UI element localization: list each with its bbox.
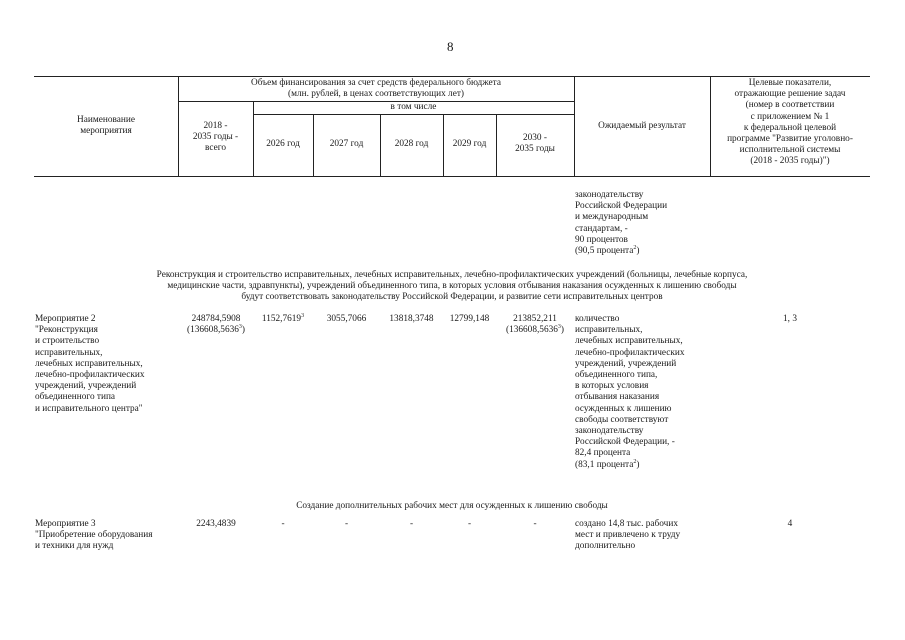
section-title-reconstruction: Реконструкция и строительство исправительных, лечебных исправительных, лечебно-профилактических учреждений (больницы, лечебные корпуса, медицинские части, здравпункты), учреждений объединенного типа, в которых условия отбывания наказания осужденных к лишению свободы будут соответствовать законодательству Российской Федерации, и развитие сети исправительных центров [156,270,748,303]
measure-3-result: создано 14,8 тыс. рабочих мест и привлечено к труду дополнительно [575,519,681,552]
header-year-2028: 2028 год [394,139,429,149]
page-number: 8 [447,39,454,54]
measure-3-name: Мероприятие 3 "Приобретение оборудования и техники для нужд [35,519,153,552]
measure-3-2026: - [281,519,285,529]
measure-2-result: количество исправительных, лечебных исправительных, лечебно-профилактических учреждений, учреждений объединенного типа, в которых условия отбывания наказания осужденных к лишению свободы соответствуют законодательству Российской Федерации, - 82,4 процента (83,1 процента$^2$) [575,314,685,470]
header-name-column: Наименование мероприятия [77,115,135,137]
measure-2-total: 248784,5908 (136608,5636$^3$) [186,314,245,336]
header-year-2030-2035: 2030 - 2035 годы [515,133,555,155]
measure-2-2026: 1152,7619$^3$ [261,312,305,324]
measure-3-2028: - [409,519,414,529]
measure-2-2027: 3055,7066 [326,314,367,324]
measure-2-2029: 12799,148 [449,314,490,324]
measure-2-targets: 1, 3 [783,314,797,324]
header-year-2029: 2029 год [452,139,487,149]
header-year-2026: 2026 год [266,139,300,149]
measure-3-2027: - [344,519,349,529]
measure-3-targets: 4 [787,519,793,529]
measure-3-2030-2035: - [533,519,537,529]
header-year-2027: 2027 год [329,139,364,149]
measure-3-2029: - [467,519,472,529]
measure-2-name: Мероприятие 2 "Реконструкция и строительство исправительных, лечебных исправительных, лечебно-профилактических учреждений, учреждений объединенного типа и исправительного центра" [35,314,145,414]
measure-2-2028: 13818,3748 [389,314,434,324]
measure-2-2030-2035: 213852,211 (136608,5636$^3$) [505,314,564,336]
header-targets-column: Целевые показатели, отражающие решение задач (номер в соответствии с приложением № 1 к федеральной целевой программе "Развитие уголовно- исполнительной системы (2018 - 2035 годы)") [727,78,853,167]
header-funding-title: Объем финансирования за счет средств федерального бюджета (млн. рублей, в ценах соответствующих лет) [251,78,501,100]
header-total-column: 2018 - 2035 годы - всего [192,121,239,154]
header-result-column: Ожидаемый результат [598,121,686,131]
header-including: в том числе [390,102,437,112]
section-title-work-places: Создание дополнительных рабочих мест для осужденных к лишению свободы [296,501,608,511]
continued-result-text: законодательству Российской Федерации и международным стандартам, - 90 процентов (90,5 процента$^2$) [575,190,668,257]
measure-3-total: 2243,4839 [196,519,236,529]
